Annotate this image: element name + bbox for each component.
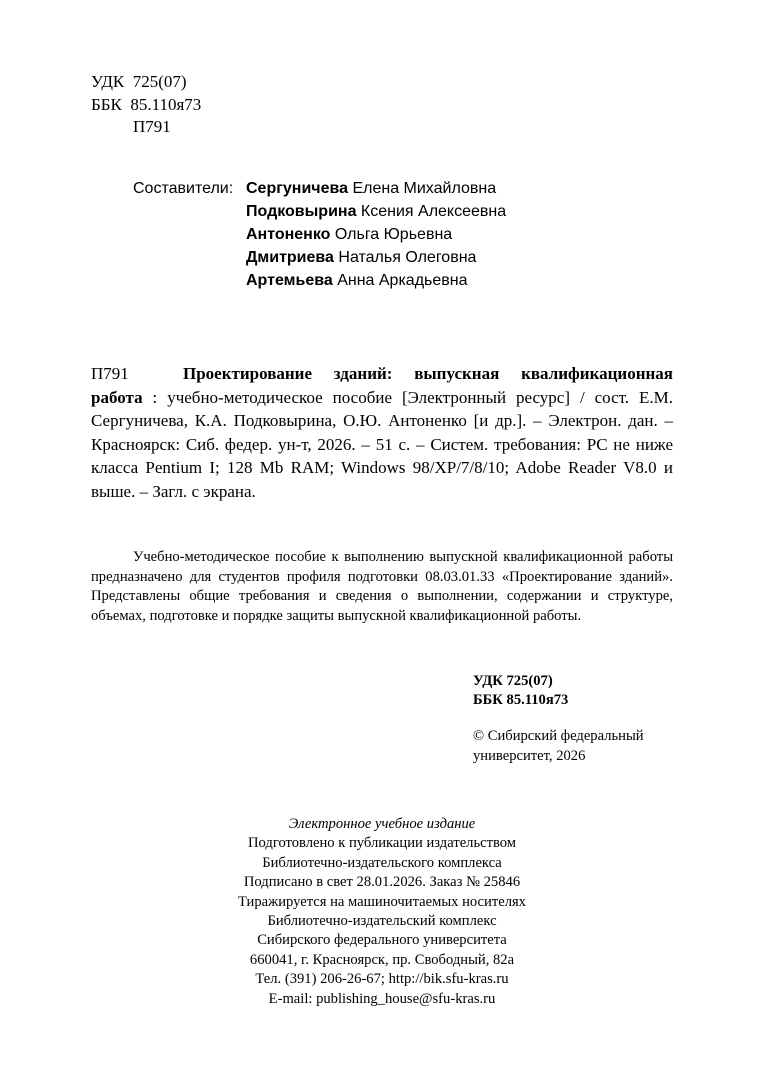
compiler-item — [246, 200, 506, 223]
biblio-text — [91, 362, 673, 503]
author-mark: П791 — [133, 117, 171, 136]
udk-code: УДК 725(07) — [91, 72, 187, 91]
imprint-line: Библиотечно-издательский комплекс — [267, 913, 497, 930]
edition-type: Электронное учебное издание — [288, 816, 476, 832]
compiler-surname: Дмитриева — [246, 249, 334, 266]
right-classification-codes — [473, 672, 568, 710]
compiler-surname: Подковырина — [246, 203, 357, 220]
udk-code-bold: УДК 725(07) — [473, 673, 553, 689]
copyright-line: © Сибирский федеральный — [473, 728, 644, 744]
imprint-line: Библиотечно-издательского комплекса — [262, 854, 502, 871]
biblio-description: : учебно-методическое пособие [Электронный ресурс] / сост. Е.М. Сергуничева, К.А. Подковырина, О.Ю. Антоненко [и др.]. – Электрон. дан. – Красноярск: Сиб. федер. ун-т, 2026. – 51 с. – Систем. требования: PC не ниже класса Pentium I; 128 Mb RAM; Windows 98/XP/7/8/10; Adobe Reader V8.0 и выше. – Загл. с экрана. — [91, 387, 673, 501]
imprint-line: Подписано в свет 28.01.2026. Заказ № 25846 — [243, 874, 521, 891]
compiler-item — [246, 246, 506, 269]
bbk-code-bold: ББК 85.110я73 — [473, 692, 569, 708]
compilers-label: Составители: — [133, 180, 234, 197]
imprint-line: Подготовлено к публикации издательством — [247, 835, 517, 852]
book-title: Проектирование зданий: выпускная квалификационная работа — [91, 364, 673, 407]
imprint-line: Сибирского федерального университета — [257, 932, 507, 949]
compiler-item — [246, 177, 506, 200]
compiler-name: Наталья Олеговна — [338, 249, 477, 266]
compiler-name: Ольга Юрьевна — [334, 226, 453, 243]
compiler-surname: Антоненко — [246, 226, 331, 243]
compiler-item — [246, 269, 506, 292]
imprint-block — [150, 815, 614, 1009]
copyright-line: университет, 2026 — [473, 747, 586, 764]
compiler-name: Анна Аркадьевна — [337, 272, 468, 289]
annotation: Учебно-методическое пособие к выполнению выпускной квалификационной работы предназначено для студентов профиля подготовки 08.03.01.33 «Проектирование зданий». Представлены общие требования и сведения о выполнении, содержании и структуре, объемах, подготовке и порядке защиты выпускной квалификационной работы. — [91, 549, 673, 624]
compilers-block — [133, 177, 506, 292]
imprint-line: Тел. (391) 206-26-67; http://bik.sfu-kras.ru — [255, 971, 509, 988]
compiler-name: Елена Михайловна — [352, 180, 497, 197]
imprint-line: 660041, г. Красноярск, пр. Свободный, 82а — [249, 951, 515, 968]
imprint-line: Тиражируется на машиночитаемых носителях — [238, 893, 526, 910]
classification-codes — [91, 71, 201, 139]
compiler-surname: Сергуничева — [246, 180, 348, 197]
compiler-name: Ксения Алексеевна — [360, 203, 507, 220]
copyright — [473, 727, 644, 766]
imprint-line: E-mail: publishing_house@sfu-kras.ru — [268, 990, 496, 1007]
bbk-code: ББК 85.110я73 — [91, 94, 202, 114]
compiler-item — [246, 223, 506, 246]
compiler-surname: Артемьева — [246, 272, 333, 289]
bibliographic-record — [91, 362, 673, 503]
biblio-author-mark: П791 — [91, 364, 129, 383]
